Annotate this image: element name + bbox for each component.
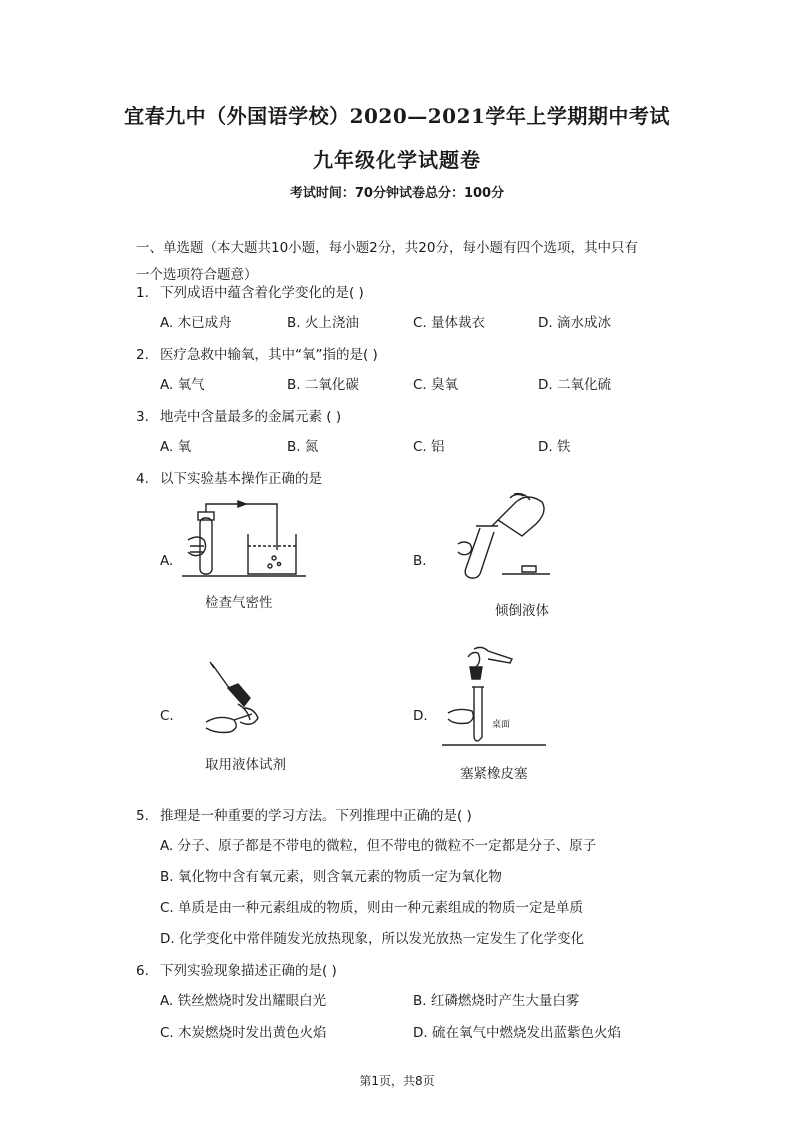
q1-option-b: B. 火上浇油 bbox=[287, 315, 359, 331]
q3-option-b: B. 氮 bbox=[287, 439, 319, 455]
question-number: 2. bbox=[136, 347, 149, 363]
q4-option-d: D. bbox=[413, 708, 428, 724]
question-6-text: 下列实验现象描述正确的是( ) bbox=[160, 963, 337, 979]
question-3-text: 地壳中含量最多的金属元素 ( ) bbox=[160, 409, 342, 425]
pour-liquid-figure bbox=[440, 490, 556, 582]
section-heading-line1: 一、单选题（本大题共10小题，每小题2分，共20分，每小题有四个选项，其中只有 bbox=[136, 240, 638, 256]
q6-option-a: A. 铁丝燃烧时发出耀眼白光 bbox=[160, 993, 327, 1009]
stopper-figure bbox=[440, 645, 548, 751]
q2-option-d: D. 二氧化硫 bbox=[538, 377, 611, 393]
page-footer: 第1页，共8页 bbox=[359, 1074, 435, 1088]
q5-option-c: C. 单质是由一种元素组成的物质，则由一种元素组成的物质一定是单质 bbox=[160, 900, 584, 916]
q5-option-d: D. 化学变化中常伴随发光放热现象，所以发光放热一定发生了化学变化 bbox=[160, 931, 584, 947]
q2-option-c: C. 臭氧 bbox=[413, 377, 459, 393]
q4-caption-c: 取用液体试剂 bbox=[205, 757, 286, 773]
q5-option-a: A. 分子、原子都是不带电的微粒，但不带电的微粒不一定都是分子、原子 bbox=[160, 838, 597, 854]
q3-option-d: D. 铁 bbox=[538, 439, 571, 455]
q2-option-a: A. 氧气 bbox=[160, 377, 205, 393]
q4-option-a: A. bbox=[160, 553, 174, 569]
q4-option-c: C. bbox=[160, 708, 174, 724]
q4-option-b: B. bbox=[413, 553, 427, 569]
exam-title-line2: 九年级化学试题卷 bbox=[313, 148, 481, 172]
question-4-text: 以下实验基本操作正确的是 bbox=[160, 471, 322, 487]
airtightness-check-figure bbox=[182, 500, 306, 580]
question-number: 6. bbox=[136, 963, 149, 979]
q6-option-c: C. 木炭燃烧时发出黄色火焰 bbox=[160, 1025, 327, 1041]
question-2-text: 医疗急救中输氧，其中“氧”指的是( ) bbox=[160, 347, 378, 363]
q6-option-d: D. 硫在氧气中燃烧发出蓝紫色火焰 bbox=[413, 1025, 621, 1041]
q3-option-a: A. 氧 bbox=[160, 439, 192, 455]
question-number: 1. bbox=[136, 285, 149, 301]
question-1-text: 下列成语中蕴含着化学变化的是( ) bbox=[160, 285, 364, 301]
q4-caption-b: 倾倒液体 bbox=[495, 603, 549, 619]
q4-caption-d: 塞紧橡皮塞 bbox=[460, 766, 528, 782]
q3-option-c: C. 铝 bbox=[413, 439, 445, 455]
question-number: 5. bbox=[136, 808, 149, 824]
q1-option-d: D. 滴水成冰 bbox=[538, 315, 611, 331]
q1-option-a: A. 木已成舟 bbox=[160, 315, 232, 331]
q2-option-b: B. 二氧化碳 bbox=[287, 377, 359, 393]
q6-option-b: B. 红磷燃烧时产生大量白雾 bbox=[413, 993, 580, 1009]
exam-title-line1: 宜春九中（外国语学校）2020—2021学年上学期期中考试 bbox=[124, 104, 670, 128]
exam-info: 考试时间：70分钟试卷总分：100分 bbox=[289, 186, 505, 201]
section-heading-line2: 一个选项符合题意） bbox=[136, 267, 258, 283]
question-number: 3. bbox=[136, 409, 149, 425]
question-5-text: 推理是一种重要的学习方法。下列推理中正确的是( ) bbox=[160, 808, 472, 824]
q1-option-c: C. 量体裁衣 bbox=[413, 315, 486, 331]
question-number: 4. bbox=[136, 471, 149, 487]
q4-caption-a: 检查气密性 bbox=[205, 595, 273, 611]
q5-option-b: B. 氧化物中含有氧元素，则含氧元素的物质一定为氧化物 bbox=[160, 869, 502, 885]
dropper-figure bbox=[198, 660, 266, 740]
desk-label: 桌面 bbox=[492, 720, 511, 730]
